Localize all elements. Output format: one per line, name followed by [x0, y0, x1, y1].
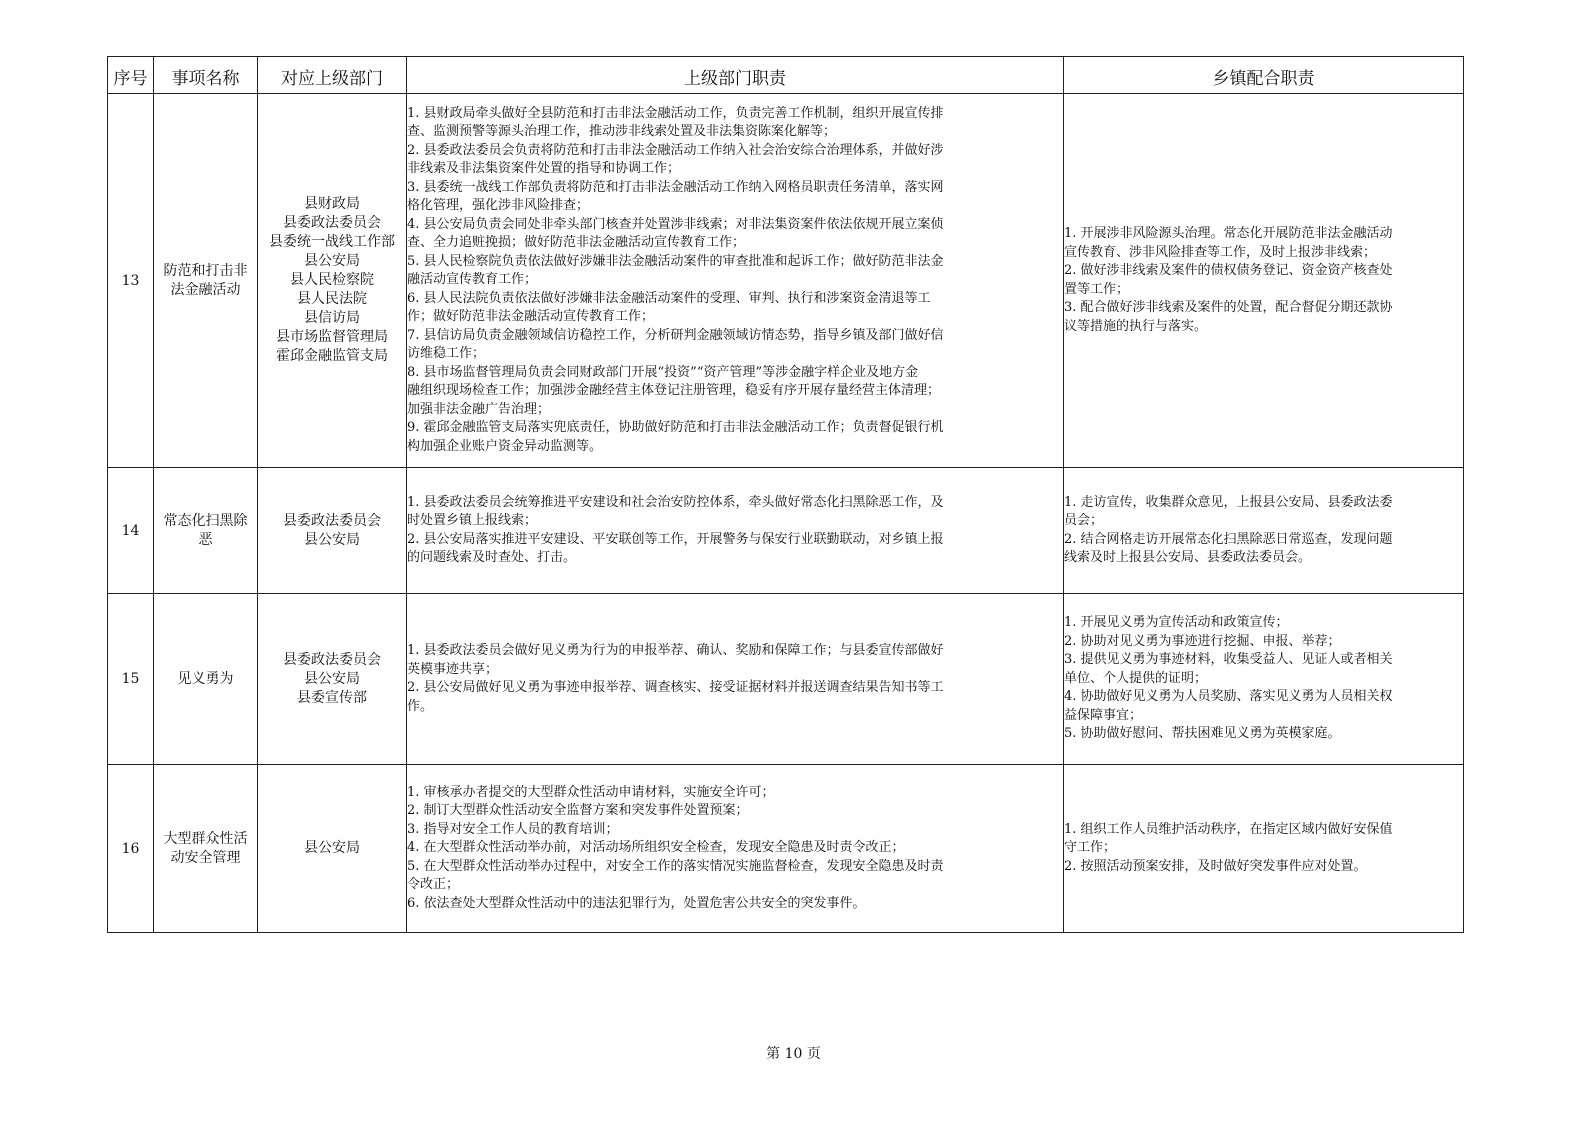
town-duty-cell [1064, 765, 1464, 933]
upper-duty-line: 作；做好防范非法金融活动宣传教育工作； [407, 309, 655, 325]
upper-duty-cell [407, 594, 1064, 765]
item-name-cell [154, 765, 258, 933]
upper-duty-line: 融活动宣传教育工作； [407, 272, 538, 288]
town-duty-line: 1. 组织工作人员维护活动秩序，在指定区域内做好安保值 [1064, 821, 1393, 837]
dept-name-line: 县财政局 [304, 196, 360, 212]
town-duty-line: 4. 协助做好见义勇为人员奖励、落实见义勇为人员相关权 [1064, 689, 1393, 705]
table-row [108, 94, 1464, 468]
upper-duty-line: 加强非法金融广告治理； [407, 401, 551, 417]
town-duty-line: 2. 做好涉非线索及案件的债权债务登记、资金资产核查处 [1064, 263, 1393, 278]
upper-duty-line: 6. 依法查处大型群众性活动中的违法犯罪行为，处置危害公共安全的突发事件。 [407, 895, 866, 911]
upper-duty-line: 令改正； [407, 877, 460, 893]
dept-name-line: 县公安局 [304, 531, 360, 548]
row-number-cell: 14 [108, 468, 154, 594]
upper-duty-line: 英模事迹共享； [407, 661, 499, 677]
header-upper-duty: 上级部门职责 [407, 57, 1064, 94]
header-item-name: 事项名称 [154, 57, 258, 94]
upper-duty-line: 9. 霍邱金融监管支局落实兜底责任，协助做好防范和打击非法金融活动工作；负责督促银行机 [407, 420, 944, 436]
upper-duty-line: 查、监测预警等源头治理工作，推动涉非线索处置及非法集资陈案化解等； [407, 124, 837, 140]
upper-duty-line: 查、全力追赃挽损；做好防范非法金融活动宣传教育工作； [407, 235, 746, 251]
dept-name-line: 县人民检察院 [290, 272, 374, 288]
table-row [108, 468, 1464, 594]
upper-duty-line: 1. 审核承办者提交的大型群众性活动申请材料，实施安全许可； [407, 784, 775, 800]
dept-name-line: 县市场监督管理局 [276, 329, 388, 345]
dept-name-line: 县委政法委员会 [283, 215, 381, 231]
upper-dept-cell [258, 765, 407, 933]
row-number-cell: 16 [108, 765, 154, 933]
upper-duty-cell [407, 765, 1064, 933]
upper-duty-line: 5. 县人民检察院负责依法做好涉嫌非法金融活动案件的审查批准和起诉工作；做好防范非法金 [407, 253, 944, 269]
header-row [108, 57, 1464, 94]
header-town-duty: 乡镇配合职责 [1064, 57, 1464, 94]
item-name-line: 恶 [198, 531, 213, 548]
upper-duty-line: 格化管理，强化涉非风险排查； [407, 198, 590, 214]
upper-duty-line: 作。 [407, 698, 434, 714]
upper-duty-line: 2. 县公安局落实推进平安建设、平安联创等工作，开展警务与保安行业联勤联动，对乡镇上报 [407, 531, 944, 547]
item-name-cell [154, 468, 258, 594]
dept-name-line: 县委统一战线工作部 [269, 234, 395, 250]
upper-duty-cell [407, 94, 1064, 468]
upper-duty-line: 1. 县财政局牵头做好全县防范和打击非法金融活动工作，负责完善工作机制，组织开展宣传排 [407, 105, 944, 121]
dept-name-line: 县信访局 [304, 310, 360, 326]
town-duty-line: 1. 开展涉非风险源头治理。常态化开展防范非法金融活动 [1064, 226, 1393, 241]
dept-name-line: 县人民法院 [297, 291, 367, 307]
upper-duty-line: 时处置乡镇上报线索； [407, 513, 538, 528]
item-name-line: 大型群众性活 [163, 830, 248, 847]
dept-name-line: 霍邱金融监管支局 [276, 348, 388, 364]
upper-duty-line: 4. 在大型群众性活动举办前，对活动场所组织安全检查，发现安全隐患及时责令改正； [407, 840, 905, 856]
town-duty-line: 员会； [1064, 513, 1104, 528]
table-row [108, 594, 1464, 765]
upper-duty-line: 5. 在大型群众性活动举办过程中，对安全工作的落实情况实施监督检查，发现安全隐患及时责 [407, 858, 944, 874]
table-row [108, 765, 1464, 933]
town-duty-line: 3. 配合做好涉非线索及案件的处置，配合督促分期还款协 [1064, 300, 1393, 315]
town-duty-line: 益保障事宜； [1064, 707, 1143, 723]
upper-duty-line: 构加强企业账户资金异动监测等。 [407, 438, 603, 454]
town-duty-cell [1064, 594, 1464, 765]
item-name-cell [154, 94, 258, 468]
upper-duty-line: 2. 县公安局做好见义勇为事迹申报举荐、调查核实、接受证据材料并报送调查结果告知书等工 [407, 680, 944, 695]
upper-duty-line: 1. 县委政法委员会做好见义勇为行为的申报举荐、确认、奖励和保障工作；与县委宣传部做好 [407, 643, 944, 658]
dept-name-line: 县委宣传部 [297, 689, 367, 706]
town-duty-cell [1064, 468, 1464, 594]
upper-duty-cell [407, 468, 1064, 594]
dept-name-line: 县委政法委员会 [283, 651, 381, 668]
town-duty-line: 1. 开展见义勇为宣传活动和政策宣传； [1064, 615, 1289, 631]
row-number-cell: 15 [108, 594, 154, 765]
town-duty-line: 5. 协助做好慰问、帮扶困难见义勇为英模家庭。 [1064, 726, 1341, 742]
upper-duty-line: 访维稳工作； [407, 346, 486, 362]
header-no: 序号 [108, 57, 154, 94]
item-name-cell [154, 594, 258, 765]
town-duty-line: 置等工作； [1064, 281, 1130, 297]
duty-table [107, 56, 1464, 933]
town-duty-line: 守工作； [1064, 840, 1117, 856]
upper-dept-cell [258, 468, 407, 594]
dept-name-line: 县公安局 [304, 840, 360, 856]
header-upper-dept: 对应上级部门 [258, 57, 407, 94]
town-duty-line: 议等措施的执行与落实。 [1064, 318, 1208, 334]
upper-dept-cell [258, 94, 407, 468]
upper-duty-line: 2. 制订大型群众性活动安全监督方案和突发事件处置预案； [407, 803, 749, 819]
page-footer: 第 10 页 [766, 1046, 821, 1062]
town-duty-line: 2. 结合网格走访开展常态化扫黑除恶日常巡查，发现问题 [1064, 531, 1393, 547]
upper-duty-line: 8. 县市场监督管理局负责会同财政部门开展“投资”“资产管理”等涉金融字样企业及地方金 [407, 364, 919, 380]
town-duty-line: 宣传教育、涉非风险排查等工作，及时上报涉非线索； [1064, 244, 1377, 260]
upper-duty-line: 3. 县委统一战线工作部负责将防范和打击非法金融活动工作纳入网格员职责任务清单，落实网 [407, 179, 944, 195]
town-duty-line: 3. 提供见义勇为事迹材料，收集受益人、见证人或者相关 [1064, 652, 1393, 668]
upper-duty-line: 3. 指导对安全工作人员的教育培训； [407, 821, 619, 837]
upper-duty-line: 4. 县公安局负责会同处非牵头部门核查并处置涉非线索；对非法集资案件依法依规开展立案侦 [407, 216, 944, 232]
town-duty-cell [1064, 94, 1464, 468]
upper-duty-line: 的问题线索及时查处、打击。 [407, 550, 577, 565]
item-name-line: 法金融活动 [170, 281, 241, 298]
upper-duty-line: 非线索及非法集资案件处置的指导和协调工作； [407, 161, 681, 177]
item-name-line: 常态化扫黑除 [163, 512, 248, 529]
upper-duty-line: 1. 县委政法委员会统筹推进平安建设和社会治安防控体系，牵头做好常态化扫黑除恶工作，及 [407, 494, 944, 510]
item-name-line: 见义勇为 [177, 670, 234, 687]
upper-dept-cell [258, 594, 407, 765]
dept-name-line: 县公安局 [304, 253, 360, 269]
town-duty-line: 1. 走访宣传，收集群众意见，上报县公安局、县委政法委 [1064, 494, 1393, 510]
town-duty-line: 单位、个人提供的证明； [1064, 670, 1208, 686]
upper-duty-line: 7. 县信访局负责金融领域信访稳控工作，分析研判金融领域访情态势，指导乡镇及部门做好信 [407, 327, 944, 343]
row-number-cell: 13 [108, 94, 154, 468]
dept-name-line: 县委政法委员会 [283, 512, 381, 529]
town-duty-line: 2. 按照活动预案安排，及时做好突发事件应对处置。 [1064, 858, 1367, 874]
item-name-line: 防范和打击非 [163, 262, 248, 279]
dept-name-line: 县公安局 [304, 670, 360, 687]
town-duty-line: 2. 协助对见义勇为事迹进行挖掘、申报、举荐； [1064, 633, 1341, 649]
upper-duty-line: 融组织现场检查工作；加强涉金融经营主体登记注册管理，稳妥有序开展存量经营主体清理； [407, 383, 941, 399]
upper-duty-line: 6. 县人民法院负责依法做好涉嫌非法金融活动案件的受理、审判、执行和涉案资金清退等工 [407, 290, 931, 306]
item-name-line: 动安全管理 [170, 849, 241, 866]
town-duty-line: 线索及时上报县公安局、县委政法委员会。 [1064, 550, 1312, 565]
upper-duty-line: 2. 县委政法委员会负责将防范和打击非法金融活动工作纳入社会治安综合治理体系，并做好涉 [407, 142, 944, 158]
